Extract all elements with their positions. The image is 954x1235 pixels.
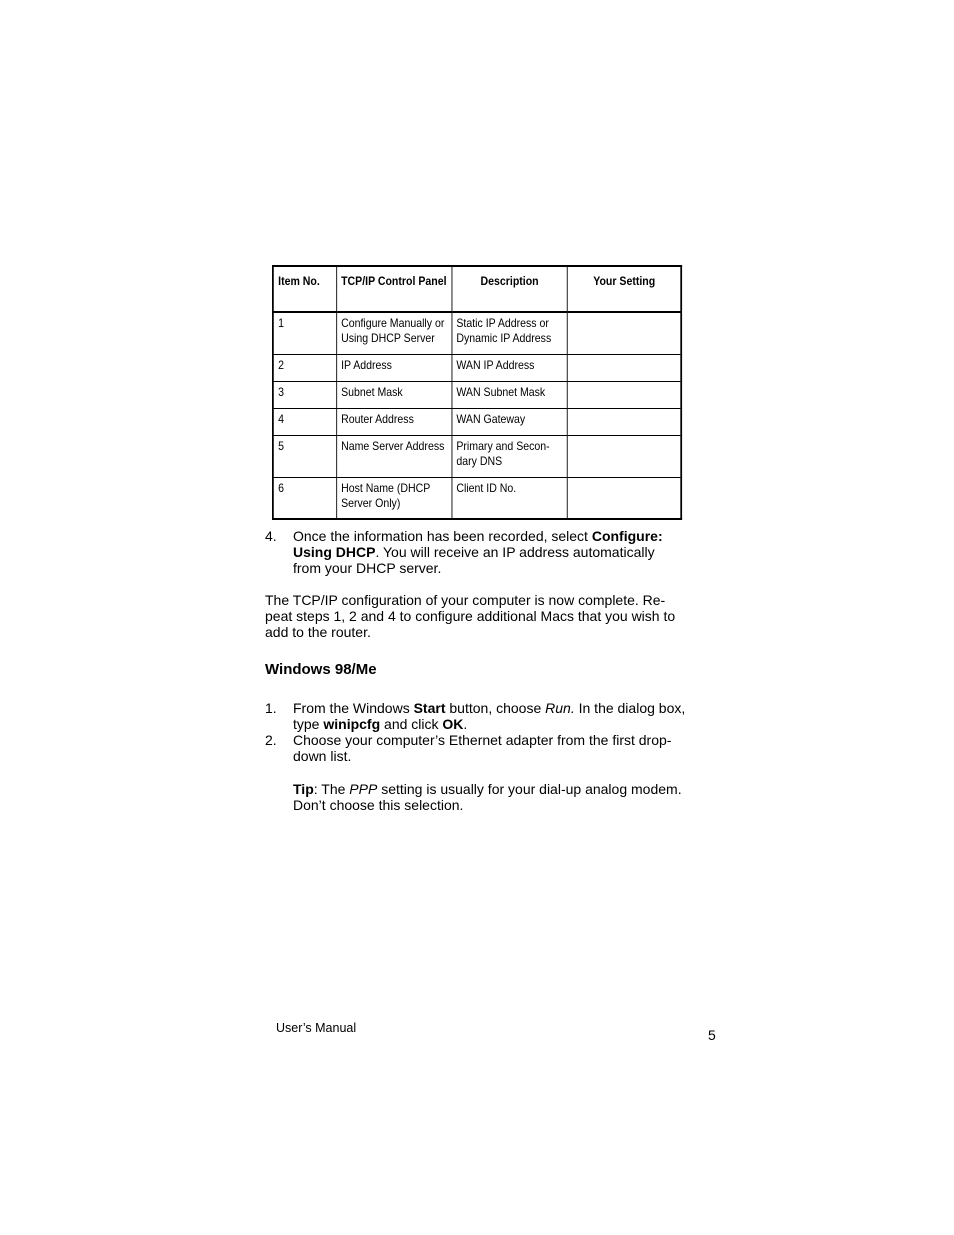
cell-panel: IP Address: [336, 355, 451, 382]
step-4-text-part: . You will receive an IP address automatically from your DHCP server.: [293, 544, 655, 576]
cell-panel: Subnet Mask: [336, 382, 451, 409]
step-4-bold: Configure: Using DHCP: [293, 528, 663, 560]
header-description: Description: [452, 266, 567, 312]
tip-text-part: setting is usually for your dial-up analog modem. Don’t choose this selection.: [293, 781, 682, 813]
step-1-text-part: .: [463, 716, 468, 732]
table-row: [273, 355, 681, 382]
step-1-bold: winipcfg: [323, 716, 381, 732]
step-4-number: 4.: [265, 528, 277, 544]
cell-description: Client ID No.: [452, 478, 567, 520]
section-title: Windows 98/Me: [265, 661, 377, 678]
cell-setting: [567, 355, 681, 382]
cell-item: 2: [273, 355, 336, 382]
footer-title: User’s Manual: [276, 1021, 357, 1035]
header-control-panel: TCP/IP Control Panel: [336, 266, 451, 312]
completion-paragraph: The TCP/IP configuration of your computer is now complete. Re-peat steps 1, 2 and 4 to configure additional Macs that you wish to add to the router.: [265, 592, 676, 640]
cell-panel: Name Server Address: [336, 436, 451, 478]
cell-item: 1: [273, 312, 336, 355]
step-1-bold: OK: [442, 716, 464, 732]
cell-setting: [567, 382, 681, 409]
table-row: [273, 409, 681, 436]
step-1-text: [293, 700, 693, 732]
cell-description: WAN Subnet Mask: [452, 382, 567, 409]
tip-label: Tip: [293, 781, 314, 797]
cell-setting: [567, 312, 681, 355]
step-4-text: [293, 528, 685, 576]
cell-description: WAN IP Address: [452, 355, 567, 382]
step-1-text-part: and click: [380, 716, 443, 732]
header-item-no: Item No.: [273, 266, 336, 312]
cell-item: 3: [273, 382, 336, 409]
cell-description: Primary and Secon-dary DNS: [452, 436, 567, 478]
step-2-number: 2.: [265, 732, 277, 748]
cell-setting: [567, 409, 681, 436]
step-2-text: Choose your computer’s Ethernet adapter from the first drop-down list.: [293, 732, 672, 764]
step-1-text-part: From the Windows: [293, 700, 414, 716]
cell-description: Static IP Address or Dynamic IP Address: [452, 312, 567, 355]
step-1-number: 1.: [265, 700, 277, 716]
table-header-row: [273, 266, 681, 312]
cell-item: 4: [273, 409, 336, 436]
cell-description: WAN Gateway: [452, 409, 567, 436]
table-row: [273, 382, 681, 409]
tip-text-part: : The: [313, 781, 350, 797]
tip-text: [293, 781, 693, 813]
header-your-setting: Your Setting: [567, 266, 681, 312]
cell-panel: Configure Manually or Using DHCP Server: [336, 312, 451, 355]
cell-setting: [567, 436, 681, 478]
cell-setting: [567, 478, 681, 520]
step-4-text-part: Once the information has been recorded, select: [293, 528, 592, 544]
cell-panel: Host Name (DHCP Server Only): [336, 478, 451, 520]
cell-item: 5: [273, 436, 336, 478]
tip-italic: PPP: [349, 781, 378, 797]
cell-panel: Router Address: [336, 409, 451, 436]
step-1-bold: Start: [413, 700, 446, 716]
table-row: [273, 312, 681, 355]
step-1-text-part: In the dialog box, type: [293, 700, 686, 732]
tcpip-settings-table: [272, 265, 682, 520]
cell-item: 6: [273, 478, 336, 520]
page-number: 5: [708, 1027, 716, 1043]
step-1-text-part: button, choose: [445, 700, 546, 716]
table-row: [273, 478, 681, 520]
table-row: [273, 436, 681, 478]
step-1-italic: Run.: [545, 700, 575, 716]
